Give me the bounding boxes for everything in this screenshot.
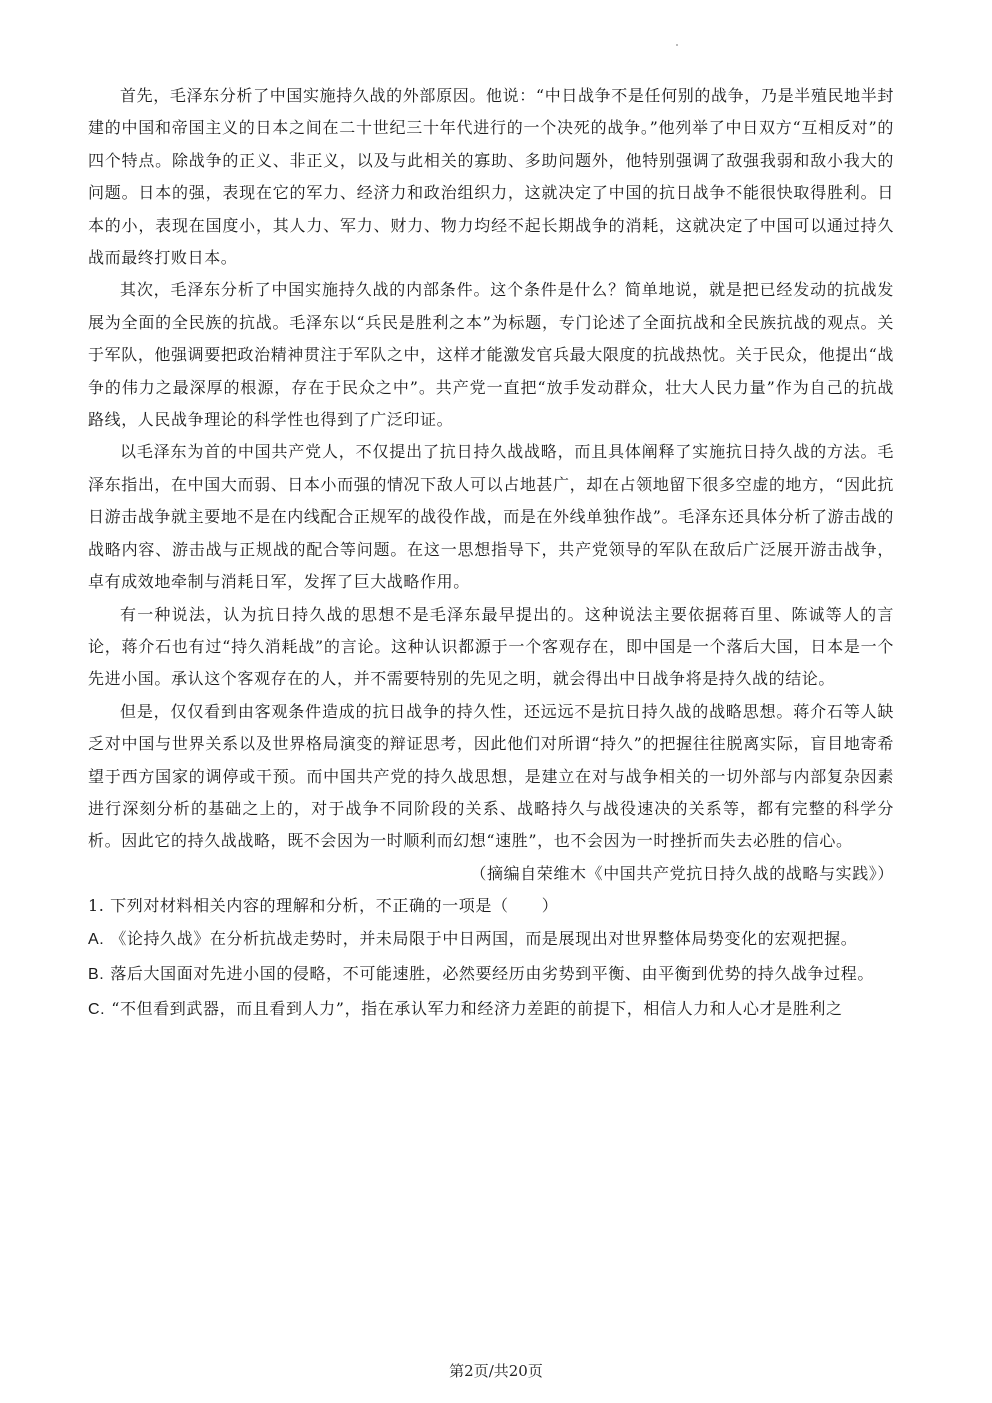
question-stem: 1. 下列对材料相关内容的理解和分析，不正确的一项是（ ）: [88, 895, 559, 915]
option-b: [88, 957, 894, 992]
option-a-letter: A.: [88, 930, 105, 948]
scan-dot: [676, 44, 678, 46]
option-c-letter: C.: [88, 1000, 106, 1018]
paragraph-1: 首先，毛泽东分析了中国实施持久战的外部原因。他说：“中日战争不是任何别的战争，乃是半殖民地半封建的中国和帝国主义的日本之间在二十世纪三十年代进行的一个决死的战争。”他列举了中日双方“互相反对”的四个特点。除战争的正义、非正义，以及与此相关的寡助、多助问题外，他特别强调了敌强我弱和敌小我大的问题。日本的强，表现在它的军力、经济力和政治组织力，这就决定了中国的抗日战争不能很快取得胜利。日本的小，表现在国度小，其人力、军力、财力、物力均经不起长期战争的消耗，这就决定了中国可以通过持久战而最终打败日本。: [88, 86, 894, 268]
source-citation: （摘编自荣维木《中国共产党抗日持久战的战略与实践》）: [470, 863, 894, 883]
option-b-text: 落后大国面对先进小国的侵略，不可能速胜，必然要经历由劣势到平衡、由平衡到优势的持久战争过程。: [110, 963, 874, 983]
option-a-text: 《论持久战》在分析抗战走势时，并未局限于中日两国，而是展现出对世界整体局势变化的宏观把握。: [110, 928, 858, 948]
document-body: [88, 80, 894, 1027]
option-a: [88, 922, 894, 957]
paragraph-3: 以毛泽东为首的中国共产党人，不仅提出了抗日持久战战略，而且具体阐释了实施抗日持久战的方法。毛泽东指出，在中国大而弱、日本小而强的情况下敌人可以占地甚广，却在占领地留下很多空虚的地方，“因此抗日游击战争就主要地不是在内线配合正规军的战役作战，而是在外线单独作战”。毛泽东还具体分析了游击战的战略内容、游击战与正规战的配合等问题。在这一思想指导下，共产党领导的军队在敌后广泛展开游击战争，卓有成效地牵制与消耗日军，发挥了巨大战略作用。: [88, 442, 894, 592]
option-c: [88, 992, 894, 1027]
paragraph-2: 其次，毛泽东分析了中国实施持久战的内部条件。这个条件是什么？简单地说，就是把已经发动的抗战发展为全面的全民族的抗战。毛泽东以“兵民是胜利之本”为标题，专门论述了全面抗战和全民族抗战的观点。关于军队，他强调要把政治精神贯注于军队之中，这样才能激发官兵最大限度的抗战热忱。关于民众，他提出“战争的伟力之最深厚的根源，存在于民众之中”。共产党一直把“放手发动群众，壮大人民力量”作为自己的抗战路线，人民战争理论的科学性也得到了广泛印证。: [88, 280, 894, 430]
option-b-letter: B.: [88, 965, 105, 983]
paragraph-4: 有一种说法，认为抗日持久战的思想不是毛泽东最早提出的。这种说法主要依据蒋百里、陈诚等人的言论，蒋介石也有过“持久消耗战”的言论。这种认识都源于一个客观存在，即中国是一个落后大国，日本是一个先进小国。承认这个客观存在的人，并不需要特别的先见之明，就会得出中日战争将是持久战的结论。: [88, 604, 894, 689]
question-block: [88, 890, 894, 1027]
page-number: 第2页/共20页: [449, 1362, 543, 1380]
option-c-text: “不但看到武器，而且看到人力”，指在承认军力和经济力差距的前提下，相信人力和人心才是胜利之: [111, 998, 843, 1018]
paragraph-5: 但是，仅仅看到由客观条件造成的抗日战争的持久性，还远远不是抗日持久战的战略思想。蒋介石等人缺乏对中国与世界关系以及世界格局演变的辩证思考，因此他们对所谓“持久”的把握往往脱离实际，盲目地寄希望于西方国家的调停或干预。而中国共产党的持久战思想，是建立在对与战争相关的一切外部与内部复杂因素进行深刻分析的基础之上的，对于战争不同阶段的关系、战略持久与战役速决的关系等，都有完整的科学分析。因此它的持久战战略，既不会因为一时顺利而幻想“速胜”，也不会因为一时挫折而失去必胜的信心。: [88, 701, 894, 851]
